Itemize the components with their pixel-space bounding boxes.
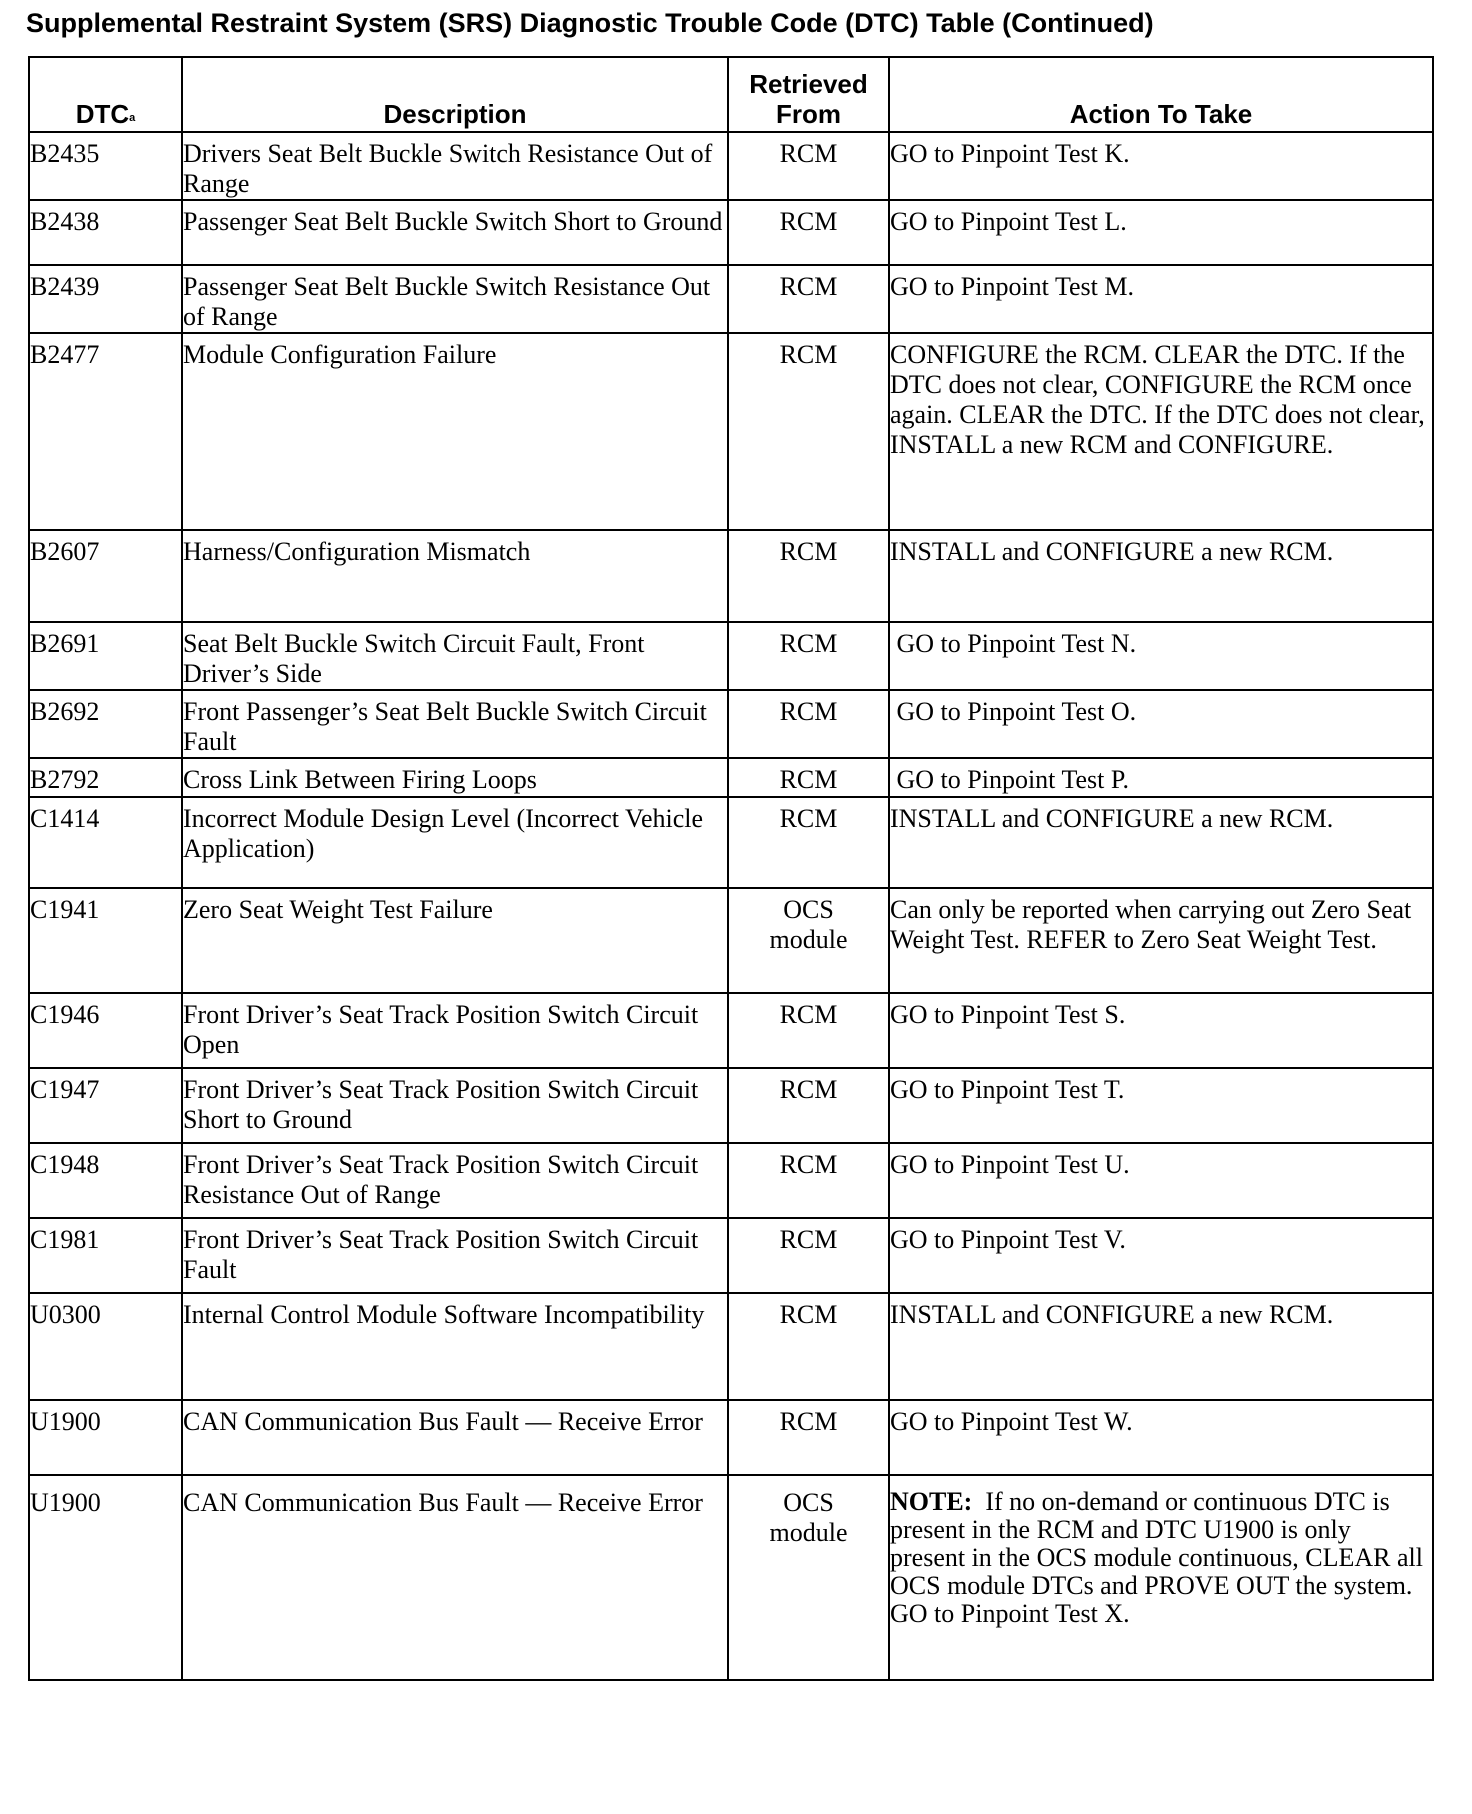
- cell-retrieved-from: RCM: [728, 132, 889, 200]
- cell-retrieved-from: RCM: [728, 530, 889, 622]
- cell-action: GO to Pinpoint Test W.: [889, 1400, 1433, 1475]
- cell-dtc: U0300: [29, 1293, 182, 1400]
- table-row: [29, 690, 1433, 758]
- cell-dtc: B2435: [29, 132, 182, 200]
- cell-action: GO to Pinpoint Test M.: [889, 265, 1433, 333]
- cell-action: [889, 1475, 1433, 1680]
- cell-retrieved-from: RCM: [728, 1068, 889, 1143]
- table-row: [29, 333, 1433, 530]
- cell-action: CONFIGURE the RCM. CLEAR the DTC. If the DTC does not clear, CONFIGURE the RCM once again. CLEAR the DTC. If the DTC does not clear, INSTALL a new RCM and CONFIGURE.: [889, 333, 1433, 530]
- table-row: [29, 200, 1433, 265]
- cell-description: Passenger Seat Belt Buckle Switch Resistance Out of Range: [182, 265, 728, 333]
- cell-dtc: C1981: [29, 1218, 182, 1293]
- cell-retrieved-from: RCM: [728, 265, 889, 333]
- cell-dtc: B2692: [29, 690, 182, 758]
- cell-dtc: C1414: [29, 797, 182, 888]
- cell-retrieved-from: RCM: [728, 333, 889, 530]
- cell-dtc: C1947: [29, 1068, 182, 1143]
- cell-dtc: B2607: [29, 530, 182, 622]
- cell-action: GO to Pinpoint Test L.: [889, 200, 1433, 265]
- header-retrieved-from: Retrieved From: [728, 57, 889, 132]
- cell-action: GO to Pinpoint Test T.: [889, 1068, 1433, 1143]
- cell-action: GO to Pinpoint Test V.: [889, 1218, 1433, 1293]
- cell-description: Front Driver’s Seat Track Position Switch Circuit Fault: [182, 1218, 728, 1293]
- cell-retrieved-from: RCM: [728, 622, 889, 690]
- cell-dtc: B2439: [29, 265, 182, 333]
- dtc-table: [28, 56, 1434, 1681]
- table-row: [29, 1143, 1433, 1218]
- note-followup: GO to Pinpoint Test X.: [890, 1599, 1130, 1628]
- cell-action: INSTALL and CONFIGURE a new RCM.: [889, 530, 1433, 622]
- table-row: [29, 622, 1433, 690]
- cell-description: Module Configuration Failure: [182, 333, 728, 530]
- cell-description: Cross Link Between Firing Loops: [182, 758, 728, 797]
- page-title: Supplemental Restraint System (SRS) Diagnostic Trouble Code (DTC) Table (Continued): [26, 8, 1154, 38]
- cell-description: CAN Communication Bus Fault — Receive Error: [182, 1475, 728, 1680]
- table-row: [29, 1475, 1433, 1680]
- cell-action: Can only be reported when carrying out Zero Seat Weight Test. REFER to Zero Seat Weight Test.: [889, 888, 1433, 993]
- table-row: [29, 265, 1433, 333]
- cell-dtc: U1900: [29, 1475, 182, 1680]
- table-row: [29, 888, 1433, 993]
- table-row: [29, 132, 1433, 200]
- header-description: Description: [182, 57, 728, 132]
- table-row: [29, 1293, 1433, 1400]
- table-row: [29, 1218, 1433, 1293]
- cell-description: Front Driver’s Seat Track Position Switch Circuit Open: [182, 993, 728, 1068]
- cell-action: INSTALL and CONFIGURE a new RCM.: [889, 797, 1433, 888]
- dtc-footnote-marker: a: [129, 112, 136, 124]
- cell-description: Incorrect Module Design Level (Incorrect Vehicle Application): [182, 797, 728, 888]
- table-header-row: [29, 57, 1433, 132]
- header-action: Action To Take: [889, 57, 1433, 132]
- table-row: [29, 758, 1433, 797]
- header-dtc: DTC$^a$: [29, 57, 182, 132]
- cell-retrieved-from: RCM: [728, 1218, 889, 1293]
- cell-description: Passenger Seat Belt Buckle Switch Short to Ground: [182, 200, 728, 265]
- cell-dtc: U1900: [29, 1400, 182, 1475]
- cell-description: CAN Communication Bus Fault — Receive Error: [182, 1400, 728, 1475]
- table-row: [29, 1400, 1433, 1475]
- cell-action: INSTALL and CONFIGURE a new RCM.: [889, 1293, 1433, 1400]
- cell-retrieved-from: RCM: [728, 1400, 889, 1475]
- cell-description: Internal Control Module Software Incompatibility: [182, 1293, 728, 1400]
- cell-dtc: C1941: [29, 888, 182, 993]
- cell-retrieved-from: RCM: [728, 797, 889, 888]
- cell-description: Harness/Configuration Mismatch: [182, 530, 728, 622]
- note-text: If no on-demand or continuous DTC is present in the RCM and DTC U1900 is only present in the OCS module continuous, CLEAR all OCS module DTCs and PROVE OUT the system.: [890, 1487, 1423, 1600]
- cell-description: Drivers Seat Belt Buckle Switch Resistance Out of Range: [182, 132, 728, 200]
- cell-action: GO to Pinpoint Test S.: [889, 993, 1433, 1068]
- cell-description: Seat Belt Buckle Switch Circuit Fault, Front Driver’s Side: [182, 622, 728, 690]
- cell-retrieved-from: RCM: [728, 993, 889, 1068]
- table-row: [29, 993, 1433, 1068]
- cell-retrieved-from: RCM: [728, 200, 889, 265]
- table-row: [29, 1068, 1433, 1143]
- cell-action: GO to Pinpoint Test K.: [889, 132, 1433, 200]
- cell-retrieved-from: RCM: [728, 1293, 889, 1400]
- cell-description: Front Passenger’s Seat Belt Buckle Switch Circuit Fault: [182, 690, 728, 758]
- table-row: [29, 797, 1433, 888]
- cell-dtc: B2438: [29, 200, 182, 265]
- cell-action: GO to Pinpoint Test N.: [889, 622, 1433, 690]
- note-label: NOTE:: [890, 1487, 973, 1516]
- cell-dtc: B2691: [29, 622, 182, 690]
- cell-description: Zero Seat Weight Test Failure: [182, 888, 728, 993]
- cell-retrieved-from: RCM: [728, 690, 889, 758]
- cell-retrieved-from: OCS module: [728, 888, 889, 993]
- cell-retrieved-from: OCS module: [728, 1475, 889, 1680]
- cell-description: Front Driver’s Seat Track Position Switch Circuit Short to Ground: [182, 1068, 728, 1143]
- cell-action: GO to Pinpoint Test O.: [889, 690, 1433, 758]
- cell-retrieved-from: RCM: [728, 1143, 889, 1218]
- cell-action: GO to Pinpoint Test P.: [889, 758, 1433, 797]
- cell-retrieved-from: RCM: [728, 758, 889, 797]
- cell-dtc: C1948: [29, 1143, 182, 1218]
- cell-dtc: B2477: [29, 333, 182, 530]
- cell-description: Front Driver’s Seat Track Position Switch Circuit Resistance Out of Range: [182, 1143, 728, 1218]
- cell-action: GO to Pinpoint Test U.: [889, 1143, 1433, 1218]
- cell-dtc: B2792: [29, 758, 182, 797]
- table-row: [29, 530, 1433, 622]
- cell-dtc: C1946: [29, 993, 182, 1068]
